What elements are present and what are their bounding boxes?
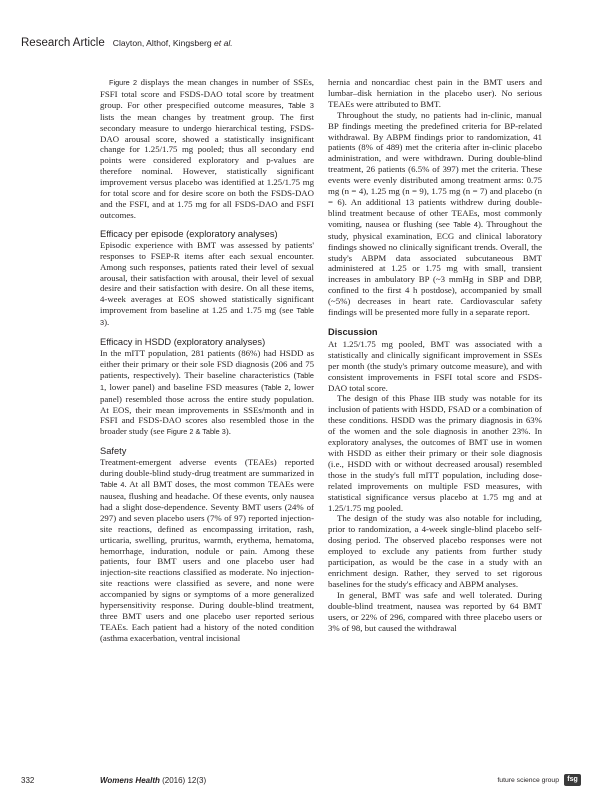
running-header — [21, 37, 233, 51]
paragraph — [100, 457, 314, 643]
subheading-efficacy-per-episode: Efficacy per episode (exploratory analyses) — [100, 228, 278, 239]
running-authors — [113, 38, 233, 48]
text: ). — [225, 426, 231, 437]
heading-discussion: Discussion — [328, 326, 378, 337]
table-ref[interactable]: Table 1 — [100, 370, 314, 392]
paragraph — [100, 77, 314, 221]
text: Throughout the study, no patients had in-clinic, manual BP findings meeting the predefined criteria for BP-related withdrawal. By ABPM findings prior to randomization, 41 patients (8% of 489) met the criteria after in-clinic placebo administration, and were withdrawn. During double-blind treatment, 26 patients (6.5% of 397) met the criteria. These events were evenly distributed among treatment arms: 0.75 mg (n = 4), 1.25 mg (n = 9), 1.75 mg (n = 7) and placebo (n = 6). An additional 13 patients withdrew during double-blind treatment because of other TEAEs, most commonly vomiting, nausea or flushing (see — [328, 109, 542, 229]
text: In the mITT population, 281 patients (86%) had HSDD as either their primary or their sole FSD diagnosis (206 and 75 patients, respectively). Their baseline characteristics ( — [100, 348, 314, 380]
paragraph: The design of this Phase IIB study was notable for its inclusion of patients with HSDD, FSAD or a combination of these conditions. HSDD was the primary diagnosis in 63% of the women and the sole diagnosis in another 23%. In exploratory analyses, the outcomes of BMT use in women with HSDD as either their primary or their sole diagnosis (i.e., HSDD with or without decreased arousal) resembled those in the study's full mITT population, including dose-related improvements on multiple FSD measures, with statistical significance versus placebo at 1.75 mg and at 1.25/1.75 mg pooled. — [328, 393, 542, 513]
journal-name: Womens Health — [100, 776, 160, 785]
table-ref[interactable]: Table 3 — [288, 100, 314, 110]
text: displays the mean changes in number of SSEs, FSFI total score and FSDS-DAO total score by treatment group. For other prespecified outcome measures, — [100, 77, 314, 110]
table-ref[interactable]: Table 4 — [100, 480, 125, 490]
paragraph — [100, 240, 314, 329]
text: lists the mean changes by treatment group. The first secondary measure to undergo hierarchical testing, FSDS-DAO arousal score, showed a statistically insignificant change for 1.25/1.75 mg pooled; thus all secondary end points were considered exploratory and p-values are therefore nominal. However, statistically significant improvement versus placebo was identified at 1.25/1.75 mg for total score and for desire score on both the FSDS-DAO and the FSFI, and at 1.75 mg for all FSDS-DAO and FSFI outcomes. — [100, 111, 314, 220]
citation: (2016) 12(3) — [159, 776, 207, 785]
table-ref[interactable]: Table 3 — [100, 306, 314, 328]
paragraph: In general, BMT was safe and well tolerated. During double-blind treatment, nausea was reported by 64 BMT users, or 22% of 296, compared with three placebo users or 3% of 98, but caused the withdrawal — [328, 589, 542, 633]
left-column — [100, 77, 314, 644]
paragraph — [328, 110, 542, 318]
text: , lower panel) resembled those across the entire study population. At EOS, their mean improvements in SSEs/month and in FSFI and FSDS-DAO scores also resembled those in the broader study (see — [100, 381, 314, 437]
table-ref[interactable]: Table 2 — [264, 382, 289, 392]
publisher-name: future science group — [497, 777, 559, 784]
figure-table-ref[interactable]: Figure 2 & Table 3 — [166, 427, 226, 437]
journal-citation — [100, 776, 206, 785]
text: ). Throughout the study, physical examination, ECG and clinical laboratory findings showed no clinically significant trends. Overall, the study's ABPM data associated subcutaneous BMT administered at 1.25 or 1.75 mg with small, transient increases in ambulatory BP (~3 mmHg in SBP and DBP, confined to the first 4 h postdose), accompanied by small (~5%) decreases in heart rate. Cardiovascular safety findings will be presented more fully in a separate report. — [328, 218, 542, 318]
text: Episodic experience with BMT was assessed by patients' responses to FSEP-R items after each sexual encounter. Among such responses, patients rated their level of sexual arousal, their satisfaction with arousal, their level of sexual desire and their satisfaction with desire. On all these items, 4-week averages at EOS showed statistically significant improvement from baseline at 1.25 and 1.75 mg (see — [100, 239, 314, 316]
paragraph: hernia and noncardiac chest pain in the BMT users and lumbar–disk herniation in the placebo user). No serious TEAEs were attributed to BMT. — [328, 77, 542, 109]
text: Treatment-emergent adverse events (TEAEs) reported during double-blind study-drug treatment are summarized in — [100, 457, 314, 479]
paragraph: The design of the study was also notable for including, prior to randomization, a 4-week single-blind placebo self-dosing period. The observed placebo responses were not employed to exclude any patients from further study participation, as would be the case in a study with an enrichment design. Rather, they served to set rigorous baselines for the study's efficacy and ABPM analyses. — [328, 513, 542, 589]
text: ). — [104, 317, 110, 328]
paragraph: At 1.25/1.75 mg pooled, BMT was associated with a statistically and clinically significant improvement in SSEs per month (the study's primary outcome measure), and with consistent improvements in FSFI total score and FSDS-DAO total score. — [328, 338, 542, 393]
text: . At all BMT doses, the most common TEAEs were nausea, flushing and headache. Of these events, only nausea had a slight dose-dependence. Seventy BMT users (24% of 297) and seven placebo users (7% of 97) reported injection-site reactions, defined as encompassing irritation, rash, urticaria, swelling, pruritus, warmth, erythema, hematoma, hemorrhage, induration, nodule or pain. Among these patients, four BMT users and one placebo user had injection-site reactions classified as moderate. No injection-site reactions were classified as severe, and none were accompanied by signs or symptoms of a more generalized hypersensitivity response. During double-blind treatment, three BMT users and one placebo user reported serious TEAEs. Each patient had a history of the noted condition (asthma exacerbation, ventral incisional — [100, 479, 315, 643]
text: , lower panel) and baseline FSD measures ( — [104, 381, 265, 392]
table-ref[interactable]: Table 4 — [453, 219, 478, 229]
authors-suffix: et al. — [214, 38, 233, 48]
page-footer — [21, 774, 581, 788]
subheading-efficacy-hsdd: Efficacy in HSDD (exploratory analyses) — [100, 337, 266, 348]
publisher-logo: fsg — [564, 774, 581, 786]
figure-ref[interactable]: Figure 2 — [109, 78, 138, 87]
paragraph — [100, 348, 314, 438]
authors-text: Clayton, Althof, Kingsberg — [112, 38, 215, 48]
subheading-safety: Safety — [100, 446, 127, 457]
section-label: Research Article — [21, 37, 105, 49]
page-number: 332 — [21, 776, 35, 785]
right-column — [328, 77, 542, 633]
